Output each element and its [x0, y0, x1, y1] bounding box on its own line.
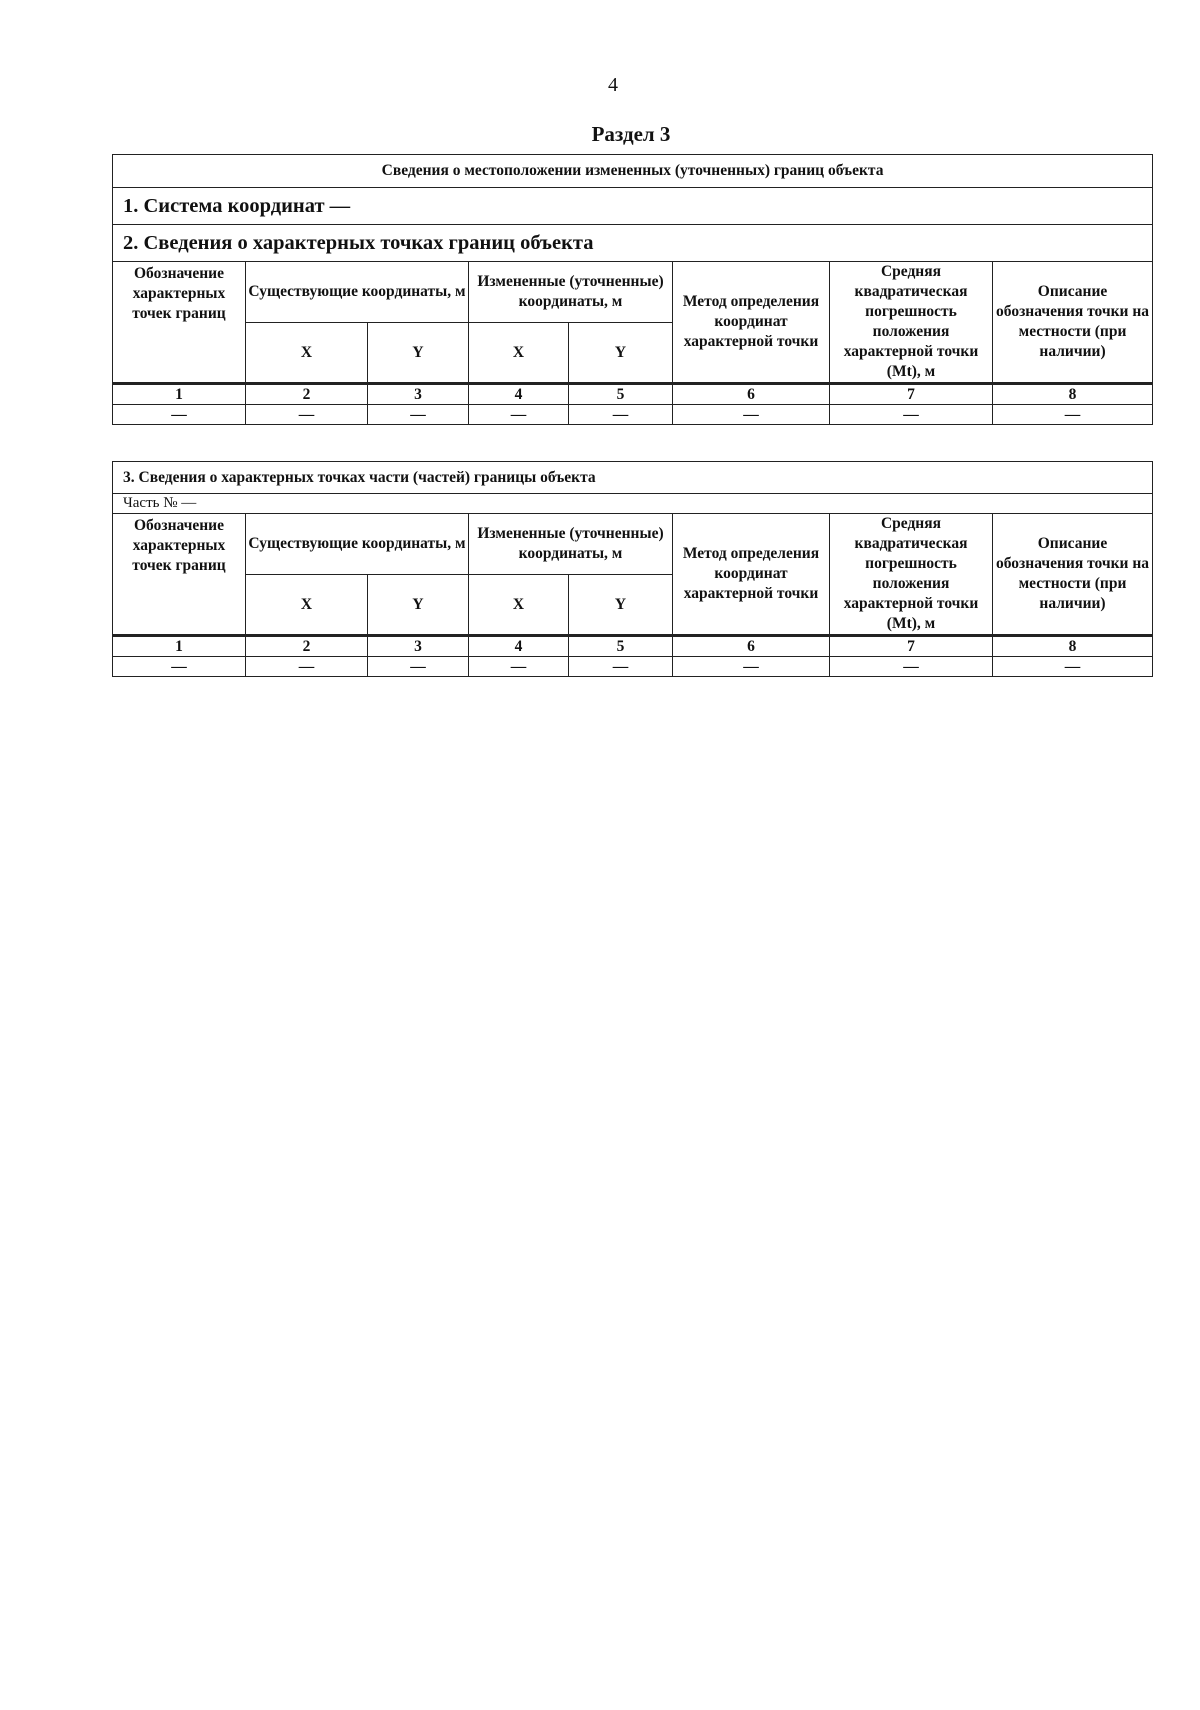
column-number: 3: [368, 636, 469, 657]
table-cell: —: [246, 405, 368, 425]
table-cell: —: [569, 405, 673, 425]
column-number: 2: [246, 384, 368, 405]
header-changed-x: X: [469, 575, 569, 636]
table-cell: —: [469, 657, 569, 677]
column-number: 2: [246, 636, 368, 657]
part-section-title: 3. Сведения о характерных точках части (частей) границы объекта: [113, 462, 1153, 494]
column-number: 7: [830, 384, 993, 405]
header-existing-x: X: [246, 323, 368, 384]
header-existing-y: Y: [368, 323, 469, 384]
column-number: 8: [993, 384, 1153, 405]
table-row: [113, 405, 1153, 425]
table-row: [113, 657, 1153, 677]
header-existing-x: X: [246, 575, 368, 636]
table-cell: —: [830, 405, 993, 425]
table-cell: —: [368, 405, 469, 425]
header-changed-coords: Измененные (уточненные) координаты, м: [469, 514, 673, 575]
header-changed-x: X: [469, 323, 569, 384]
column-number: 3: [368, 384, 469, 405]
table-cell: —: [993, 405, 1153, 425]
table-cell: —: [830, 657, 993, 677]
table-cell: —: [113, 657, 246, 677]
header-description: Описание обозначения точки на местности (при наличии): [993, 514, 1153, 636]
header-method: Метод определения координат характерной точки: [673, 514, 830, 636]
header-existing-coords: Существующие координаты, м: [246, 514, 469, 575]
header-existing-coords: Существующие координаты, м: [246, 262, 469, 323]
part-number-label: Часть № —: [113, 494, 1153, 514]
column-number: 1: [113, 636, 246, 657]
table-cell: —: [569, 657, 673, 677]
header-designation: Обозначение характерных точек границ: [113, 514, 246, 636]
coordinate-system-label: 1. Система координат —: [113, 188, 1153, 225]
header-existing-y: Y: [368, 575, 469, 636]
column-number: 5: [569, 636, 673, 657]
header-error: Средняя квадратическая погрешность положения характерной точки (Mt), м: [830, 262, 993, 384]
header-changed-coords: Измененные (уточненные) координаты, м: [469, 262, 673, 323]
table-cell: —: [993, 657, 1153, 677]
table-cell: —: [673, 657, 830, 677]
column-number: 4: [469, 636, 569, 657]
header-description: Описание обозначения точки на местности (при наличии): [993, 262, 1153, 384]
column-number: 1: [113, 384, 246, 405]
table-cell: —: [469, 405, 569, 425]
table-info-title: Сведения о местоположении измененных (уточненных) границ объекта: [113, 155, 1153, 188]
header-changed-y: Y: [569, 323, 673, 384]
boundary-points-table: [112, 154, 1153, 425]
section-title: Раздел 3: [591, 122, 671, 146]
table-cell: —: [113, 405, 246, 425]
header-designation: Обозначение характерных точек границ: [113, 262, 246, 384]
column-number: 8: [993, 636, 1153, 657]
part-boundary-points-table: [112, 461, 1153, 677]
page-number: 4: [608, 74, 618, 96]
column-number-row: [113, 636, 1153, 657]
header-method: Метод определения координат характерной точки: [673, 262, 830, 384]
header-changed-y: Y: [569, 575, 673, 636]
column-number-row: [113, 384, 1153, 405]
points-section-title: 2. Сведения о характерных точках границ объекта: [113, 225, 1153, 262]
column-number: 6: [673, 636, 830, 657]
table-cell: —: [673, 405, 830, 425]
column-number: 7: [830, 636, 993, 657]
column-number: 4: [469, 384, 569, 405]
column-number: 5: [569, 384, 673, 405]
header-error: Средняя квадратическая погрешность положения характерной точки (Mt), м: [830, 514, 993, 636]
column-number: 6: [673, 384, 830, 405]
table-cell: —: [246, 657, 368, 677]
table-cell: —: [368, 657, 469, 677]
